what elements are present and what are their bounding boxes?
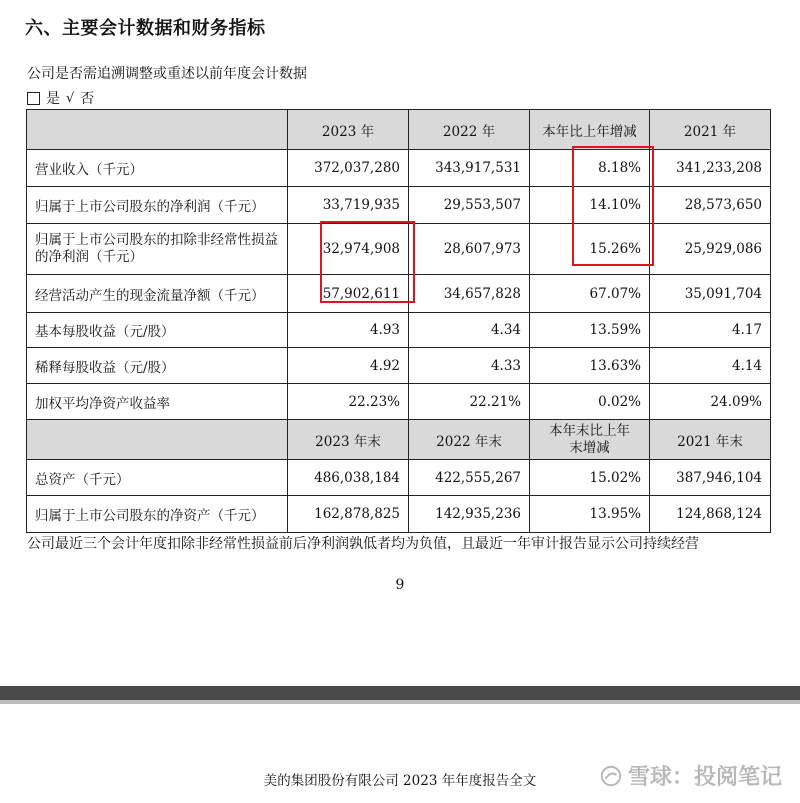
row-label: 加权平均净资产收益率: [27, 384, 288, 420]
table-row: [27, 348, 771, 384]
value-cell: 22.23%: [288, 384, 409, 420]
header-cell: 2021 年末: [650, 420, 771, 460]
value-cell: 422,555,267: [409, 460, 530, 496]
financial-indicators-table: [26, 109, 771, 533]
row-label: 稀释每股收益（元/股）: [27, 348, 288, 384]
value-cell: 4.14: [650, 348, 771, 384]
value-cell: 13.63%: [530, 348, 650, 384]
header-cell: 2022 年: [409, 110, 530, 150]
restatement-question: 公司是否需追溯调整或重述以前年度会计数据: [27, 66, 307, 82]
value-cell: 343,917,531: [409, 150, 530, 187]
header-cell: 本年末比上年末增减: [530, 420, 650, 460]
value-cell: 15.02%: [530, 460, 650, 496]
value-cell: 4.33: [409, 348, 530, 384]
profit-cashflow-highlight-box: [320, 221, 415, 303]
growth-highlight-box: [572, 146, 654, 266]
table-row: [27, 496, 771, 533]
section-heading: 六、主要会计数据和财务指标: [25, 18, 266, 39]
header-blank-cell: [27, 420, 288, 460]
value-cell: 387,946,104: [650, 460, 771, 496]
value-cell: 15.26%: [530, 224, 650, 275]
row-label: 总资产（千元）: [27, 460, 288, 496]
footnote-text: 公司最近三个会计年度扣除非经常性损益前后净利润孰低者均为负值，且最近一年审计报告显示公司持续经营: [27, 536, 699, 552]
value-cell: 13.59%: [530, 313, 650, 348]
value-cell: 24.09%: [650, 384, 771, 420]
value-cell: 372,037,280: [288, 150, 409, 187]
checkbox-icon: [27, 92, 40, 105]
value-cell: 67.07%: [530, 275, 650, 313]
value-cell: 25,929,086: [650, 224, 771, 275]
option-yes-label: 是: [46, 91, 60, 107]
value-cell: 4.34: [409, 313, 530, 348]
row-label: 营业收入（千元）: [27, 150, 288, 187]
value-cell: 4.17: [650, 313, 771, 348]
page-separator-shadow: [0, 700, 800, 704]
value-cell: 28,573,650: [650, 187, 771, 224]
header-cell: 2022 年末: [409, 420, 530, 460]
table-row: [27, 150, 771, 187]
header-cell: 2023 年末: [288, 420, 409, 460]
row-label: 归属于上市公司股东的扣除非经常性损益的净利润（千元）: [27, 224, 288, 275]
value-cell: 162,878,825: [288, 496, 409, 533]
header-cell: 2021 年: [650, 110, 771, 150]
table-header-row: [27, 110, 771, 150]
value-cell: 13.95%: [530, 496, 650, 533]
watermark-text: 雪球：投阅笔记: [627, 765, 782, 790]
value-cell: 34,657,828: [409, 275, 530, 313]
row-label: 基本每股收益（元/股）: [27, 313, 288, 348]
report-footer: 美的集团股份有限公司 2023 年年度报告全文: [263, 773, 537, 789]
value-cell: 8.18%: [530, 150, 650, 187]
value-cell: 32,974,908: [288, 224, 409, 275]
option-no-label: 否: [80, 91, 95, 107]
table-row: [27, 460, 771, 496]
value-cell: 35,091,704: [650, 275, 771, 313]
page-number: 9: [395, 577, 405, 593]
row-label: 归属于上市公司股东的净资产（千元）: [27, 496, 288, 533]
value-cell: 14.10%: [530, 187, 650, 224]
value-cell: 4.92: [288, 348, 409, 384]
table-header-row: [27, 420, 771, 460]
value-cell: 124,868,124: [650, 496, 771, 533]
snowball-logo-icon: [600, 765, 622, 787]
check-mark: √: [66, 90, 75, 106]
row-label: 归属于上市公司股东的净利润（千元）: [27, 187, 288, 224]
value-cell: 4.93: [288, 313, 409, 348]
value-cell: 341,233,208: [650, 150, 771, 187]
value-cell: 0.02%: [530, 384, 650, 420]
value-cell: 486,038,184: [288, 460, 409, 496]
table-row: [27, 187, 771, 224]
row-label: 经营活动产生的现金流量净额（千元）: [27, 275, 288, 313]
watermark: [600, 760, 782, 791]
value-cell: 28,607,973: [409, 224, 530, 275]
page-separator-band: [0, 686, 800, 700]
header-blank-cell: [27, 110, 288, 150]
value-cell: 22.21%: [409, 384, 530, 420]
table-row: [27, 313, 771, 348]
header-cell: 本年比上年增减: [530, 110, 650, 150]
table-row: [27, 384, 771, 420]
value-cell: 29,553,507: [409, 187, 530, 224]
header-cell: 2023 年: [288, 110, 409, 150]
value-cell: 142,935,236: [409, 496, 530, 533]
value-cell: 57,902,611: [288, 275, 409, 313]
value-cell: 33,719,935: [288, 187, 409, 224]
restatement-options: [27, 88, 94, 108]
